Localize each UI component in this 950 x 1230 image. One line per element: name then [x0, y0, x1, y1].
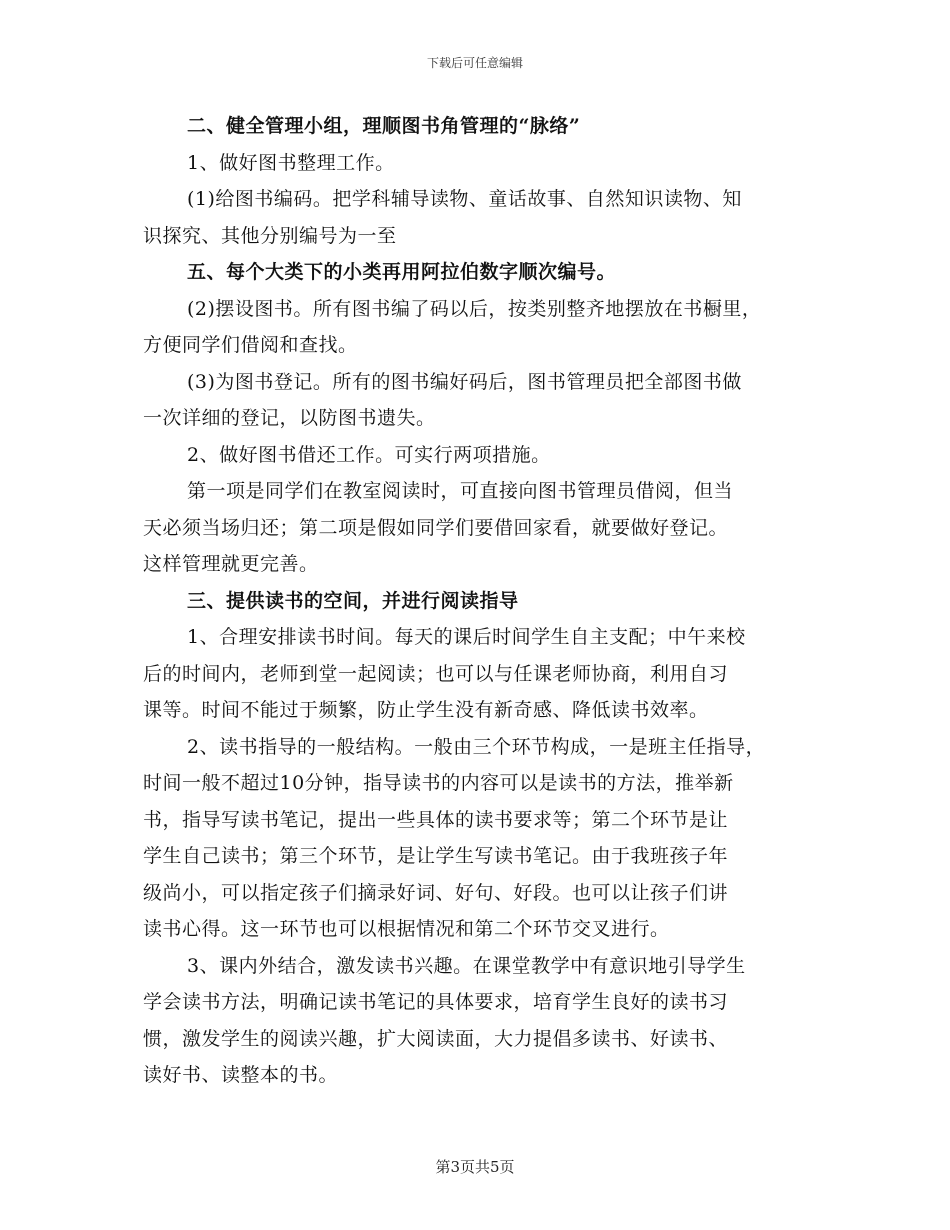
paragraph-line: 惯，激发学生的阅读兴趣，扩大阅读面，大力提倡多读书、好读书、	[143, 1027, 729, 1050]
section-heading: 三、提供读书的空间，并进行阅读指导	[187, 589, 519, 612]
section-heading: 五、每个大类下的小类再用阿拉伯数字顺次编号。	[187, 261, 617, 283]
paragraph-line: 1、做好图书整理工作。	[187, 151, 395, 174]
paragraph-line: 这样管理就更完善。	[143, 553, 319, 575]
paragraph-line: 学生自己读书；第三个环节，是让学生写读书笔记。由于我班孩子年	[143, 845, 729, 867]
paragraph-line: 一次详细的登记，以防图书遗失。	[143, 407, 436, 429]
paragraph-line: 后的时间内，老师到堂一起阅读；也可以与任课老师协商，利用自习	[143, 662, 729, 685]
paragraph-line: 读好书、读整本的书。	[143, 1064, 339, 1086]
paragraph-line: 天必须当场归还；第二项是假如同学们要借回家看，就要做好登记。	[143, 516, 729, 539]
document-body	[143, 108, 815, 1094]
paragraph-line: 1、合理安排读书时间。每天的课后时间学生自主支配；中午来校	[187, 626, 746, 648]
paragraph-line: 级尚小，可以指定孩子们摘录好词、好句、好段。也可以让孩子们讲	[143, 881, 729, 904]
paragraph-line: 读书心得。这一环节也可以根据情况和第二个环节交叉进行。	[143, 918, 670, 940]
section-heading: 二、健全管理小组，理顺图书角管理的“脉络”	[187, 115, 581, 137]
paragraph-line: 时间一般不超过10分钟，指导读书的内容可以是读书的方法，推举新	[143, 772, 734, 794]
paragraph-line: 3、课内外结合，激发读书兴趣。在课堂教学中有意识地引导学生	[187, 954, 746, 977]
paragraph-line: 2、做好图书借还工作。可实行两项措施。	[187, 443, 551, 466]
paragraph-line: 书，指导写读书笔记，提出一些具体的读书要求等；第二个环节是让	[143, 808, 729, 831]
paragraph-line: (2)摆设图书。所有图书编了码以后，按类别整齐地摆放在书橱里，	[187, 297, 762, 320]
paragraph-line: 方便同学们借阅和查找。	[143, 334, 358, 356]
header-note: 下载后可任意编辑	[426, 56, 523, 70]
paragraph-line: 课等。时间不能过于频繁，防止学生没有新奇感、降低读书效率。	[143, 699, 709, 721]
paragraph-line: (3)为图书登记。所有的图书编好码后，图书管理员把全部图书做	[187, 370, 742, 393]
paragraph-line: 第一项是同学们在教室阅读时，可直接向图书管理员借阅，但当	[187, 480, 734, 502]
paragraph-line: 识探究、其他分别编号为一至	[143, 224, 397, 247]
paragraph-line: 2、读书指导的一般结构。一般由三个环节构成，一是班主任指导，	[187, 735, 766, 758]
paragraph-line: 学会读书方法，明确记读书笔记的具体要求，培育学生良好的读书习	[143, 991, 729, 1013]
paragraph-line: (1)给图书编码。把学科辅导读物、童话故事、自然知识读物、知	[187, 188, 742, 210]
page-number: 第3页共5页	[435, 1158, 515, 1176]
